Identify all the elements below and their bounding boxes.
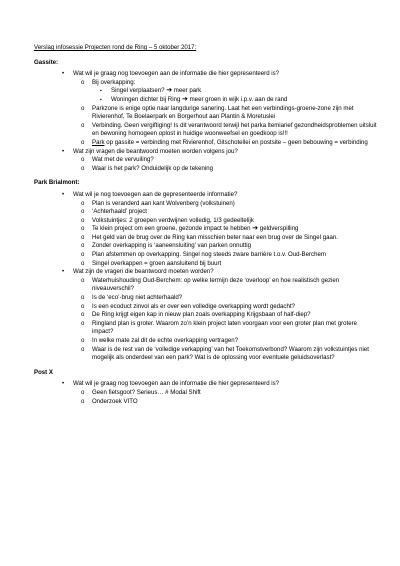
circle-bullet-icon: o: [81, 121, 85, 129]
answer-item: [73, 105, 380, 122]
answer-item: [73, 389, 380, 398]
circle-bullet-icon: o: [81, 164, 85, 172]
item-text: meer groen in wijk i.p.v. aan de rand: [187, 95, 288, 103]
circle-bullet-icon: o: [81, 345, 85, 353]
answer-list: [73, 79, 380, 148]
answer-item: [73, 277, 380, 294]
answer-list: [73, 277, 380, 363]
question-text: Wat zijn vragen die beantwoord moeten worden volgens jou?: [73, 147, 238, 155]
circle-bullet-icon: o: [81, 259, 85, 267]
circle-bullet-icon: o: [81, 233, 85, 241]
arrow-icon: ➔: [166, 87, 173, 95]
item-text: Singel overkappen = groen aansluitend bij buurt: [92, 259, 222, 267]
circle-bullet-icon: o: [81, 225, 85, 233]
document-body: [34, 59, 380, 407]
answer-item: [73, 208, 380, 217]
answer-item: [73, 294, 380, 303]
circle-bullet-icon: o: [81, 397, 85, 405]
square-bullet-icon: ▪: [100, 96, 102, 103]
question-list: [34, 380, 380, 406]
answer-item: [73, 260, 380, 269]
answer-item: [73, 156, 380, 165]
question-list: [34, 191, 380, 363]
answer-item: [73, 217, 380, 226]
answer-list: [73, 389, 380, 406]
underlined-term: Park: [92, 138, 105, 146]
item-text: meer park: [172, 87, 202, 95]
answer-item: [73, 122, 380, 139]
bullet-icon: •: [62, 190, 65, 198]
answer-item: [73, 234, 380, 243]
section-heading: Gassite:: [34, 58, 59, 66]
circle-bullet-icon: o: [81, 199, 85, 207]
item-text: Verbinding. Geen vergiftiging! Is dit verantwoord terwijl het parka ltemiarief gezondheidsproblemen uitsluit en bewoning homogeen oplost in huidige woonweefsel en goedkoop is!!!: [92, 121, 377, 138]
circle-bullet-icon: o: [81, 138, 85, 146]
item-text: Te klein project om een groene, gezonde impact te hebben: [92, 225, 253, 233]
bullet-icon: •: [62, 380, 65, 388]
question-item: [34, 70, 380, 147]
sub-answer-list: [92, 87, 380, 104]
circle-bullet-icon: o: [81, 388, 85, 396]
answer-item: [73, 242, 380, 251]
circle-bullet-icon: o: [81, 208, 85, 216]
answer-item: [73, 320, 380, 337]
circle-bullet-icon: o: [81, 251, 85, 259]
circle-bullet-icon: o: [81, 337, 85, 344]
circle-bullet-icon: o: [81, 104, 85, 112]
item-text: Geen fietsgoot? Serieus… # Modal Shift: [92, 388, 201, 396]
item-text: Wat met de vervuiling?: [92, 156, 154, 164]
question-text: Wat wil je nog toevoegen aan de gepresenteerde informatie?: [73, 190, 238, 198]
item-text: Plan is veranderd aan kant Wolvenberg (volkstuinen): [92, 199, 235, 207]
answer-item: [73, 139, 380, 148]
question-item: [34, 148, 380, 174]
section-heading: Park Brialmont:: [34, 179, 80, 187]
question-text: Wat wil je graag nog toevoegen aan de informatie die hier gepresenteerd is?: [73, 70, 280, 78]
question-item: [34, 191, 380, 268]
answer-item: [73, 79, 380, 105]
answer-item: [73, 398, 380, 407]
item-text: Waar is de rest van de ‘volledige verkapping’ van het Toekomstverbond? Waarom zijn volkstuintjes niet mogelijk als onderdeel van een park? Wat is de oplossing voor eventuele geluidsoverlast?: [92, 345, 369, 362]
circle-bullet-icon: o: [81, 311, 85, 319]
answer-item: [73, 346, 380, 363]
bullet-icon: •: [62, 147, 65, 155]
item-text: op gassite = verbinding met Rivierenhof, Gitschotellei en postsite – geen bebouwing = verbinding: [104, 138, 368, 146]
question-list: [34, 70, 380, 173]
sub-answer-item: [92, 96, 380, 105]
question-item: [34, 268, 380, 363]
item-text: Bij overkapping:: [92, 78, 136, 86]
square-bullet-icon: ▪: [100, 88, 102, 95]
circle-bullet-icon: o: [81, 242, 85, 250]
answer-item: [73, 251, 380, 260]
answer-item: [73, 165, 380, 174]
answer-item: [73, 303, 380, 312]
sub-answer-item: [92, 87, 380, 96]
item-text: Zonder overkapping is ‘aaneensluiting’ van parken onnuttig: [92, 242, 251, 250]
bullet-icon: •: [62, 268, 65, 276]
bullet-icon: •: [62, 70, 65, 78]
item-text: Ringland plan is groter. Waarom zo’n klein project laten voorgaan voor een groter plan met grotere impact?: [92, 319, 357, 336]
item-text: Onderzoek VITO: [92, 397, 138, 405]
item-text: In welke mate zal dit de echte overkapping vertragen?: [92, 337, 238, 344]
item-text: Singel verplaatsen?: [111, 87, 167, 95]
item-text: Het geld van de brug over de Ring kan misschien beter naar een brug over de Singel gaan.: [92, 233, 338, 241]
item-text: geldverspilling: [258, 225, 299, 233]
section-heading: Post X: [34, 368, 53, 376]
circle-bullet-icon: o: [81, 156, 85, 164]
item-text: Waar is het park? Onduidelijk op de tekening: [92, 164, 214, 172]
question-text: Wat zijn de vragen die beantwoord moeten worden?: [73, 268, 214, 276]
item-text: Waterhuishouding Oud-Berchem: op welke termijn deze ‘overloop’ en hoe realistisch gezien niveauverschil?: [92, 276, 340, 293]
item-text: De Ring krijgt eigen kap in nieuw plan zoals overkapping Krijgsbaan of half-diep?: [92, 311, 311, 319]
answer-item: [73, 311, 380, 320]
answer-item: [73, 337, 380, 346]
item-text: Is de ‘eco’-brug niet achterhaald?: [92, 294, 183, 302]
circle-bullet-icon: o: [81, 294, 85, 302]
circle-bullet-icon: o: [81, 216, 85, 224]
circle-bullet-icon: o: [81, 319, 85, 327]
arrow-icon: ➔: [182, 95, 188, 103]
item-text: ‘Achterhaald’ project: [92, 208, 147, 216]
item-text: Plan afstemmen op overkapping. Singel nog steeds zware barrière t.o.v. Oud-Berchem: [92, 251, 326, 259]
answer-list: [73, 156, 380, 173]
item-text: Is een ecoduct zinvol als er over een volledige overkapping wordt gedacht?: [92, 302, 295, 310]
answer-list: [73, 200, 380, 269]
answer-item: [73, 200, 380, 209]
document-title: Verslag infosessie Projecten rond de Ring – 5 oktober 2017:: [34, 44, 197, 51]
circle-bullet-icon: o: [81, 78, 85, 86]
item-text: Volkstuintjes: 2 groepen verdwijnen volledig, 1/3 gedeeltelijk: [92, 216, 254, 224]
circle-bullet-icon: o: [81, 276, 85, 284]
item-text: Parkzone is enige optie naar langdurige sanering. Laat het een verbindings-groene-zone zijn met Rivierenhof, Te Boelaerpark en Borgerhout aan Plantin & Moretuslei: [92, 104, 354, 121]
answer-item: [73, 225, 380, 234]
question-text: Wat wil je graag nog toevoegen aan de informatie die hier gepresenteerd is?: [73, 380, 280, 388]
circle-bullet-icon: o: [81, 302, 85, 310]
question-item: [34, 380, 380, 406]
item-text: Woningen dichter bij Ring: [111, 95, 183, 103]
arrow-icon: ➔: [252, 225, 259, 233]
